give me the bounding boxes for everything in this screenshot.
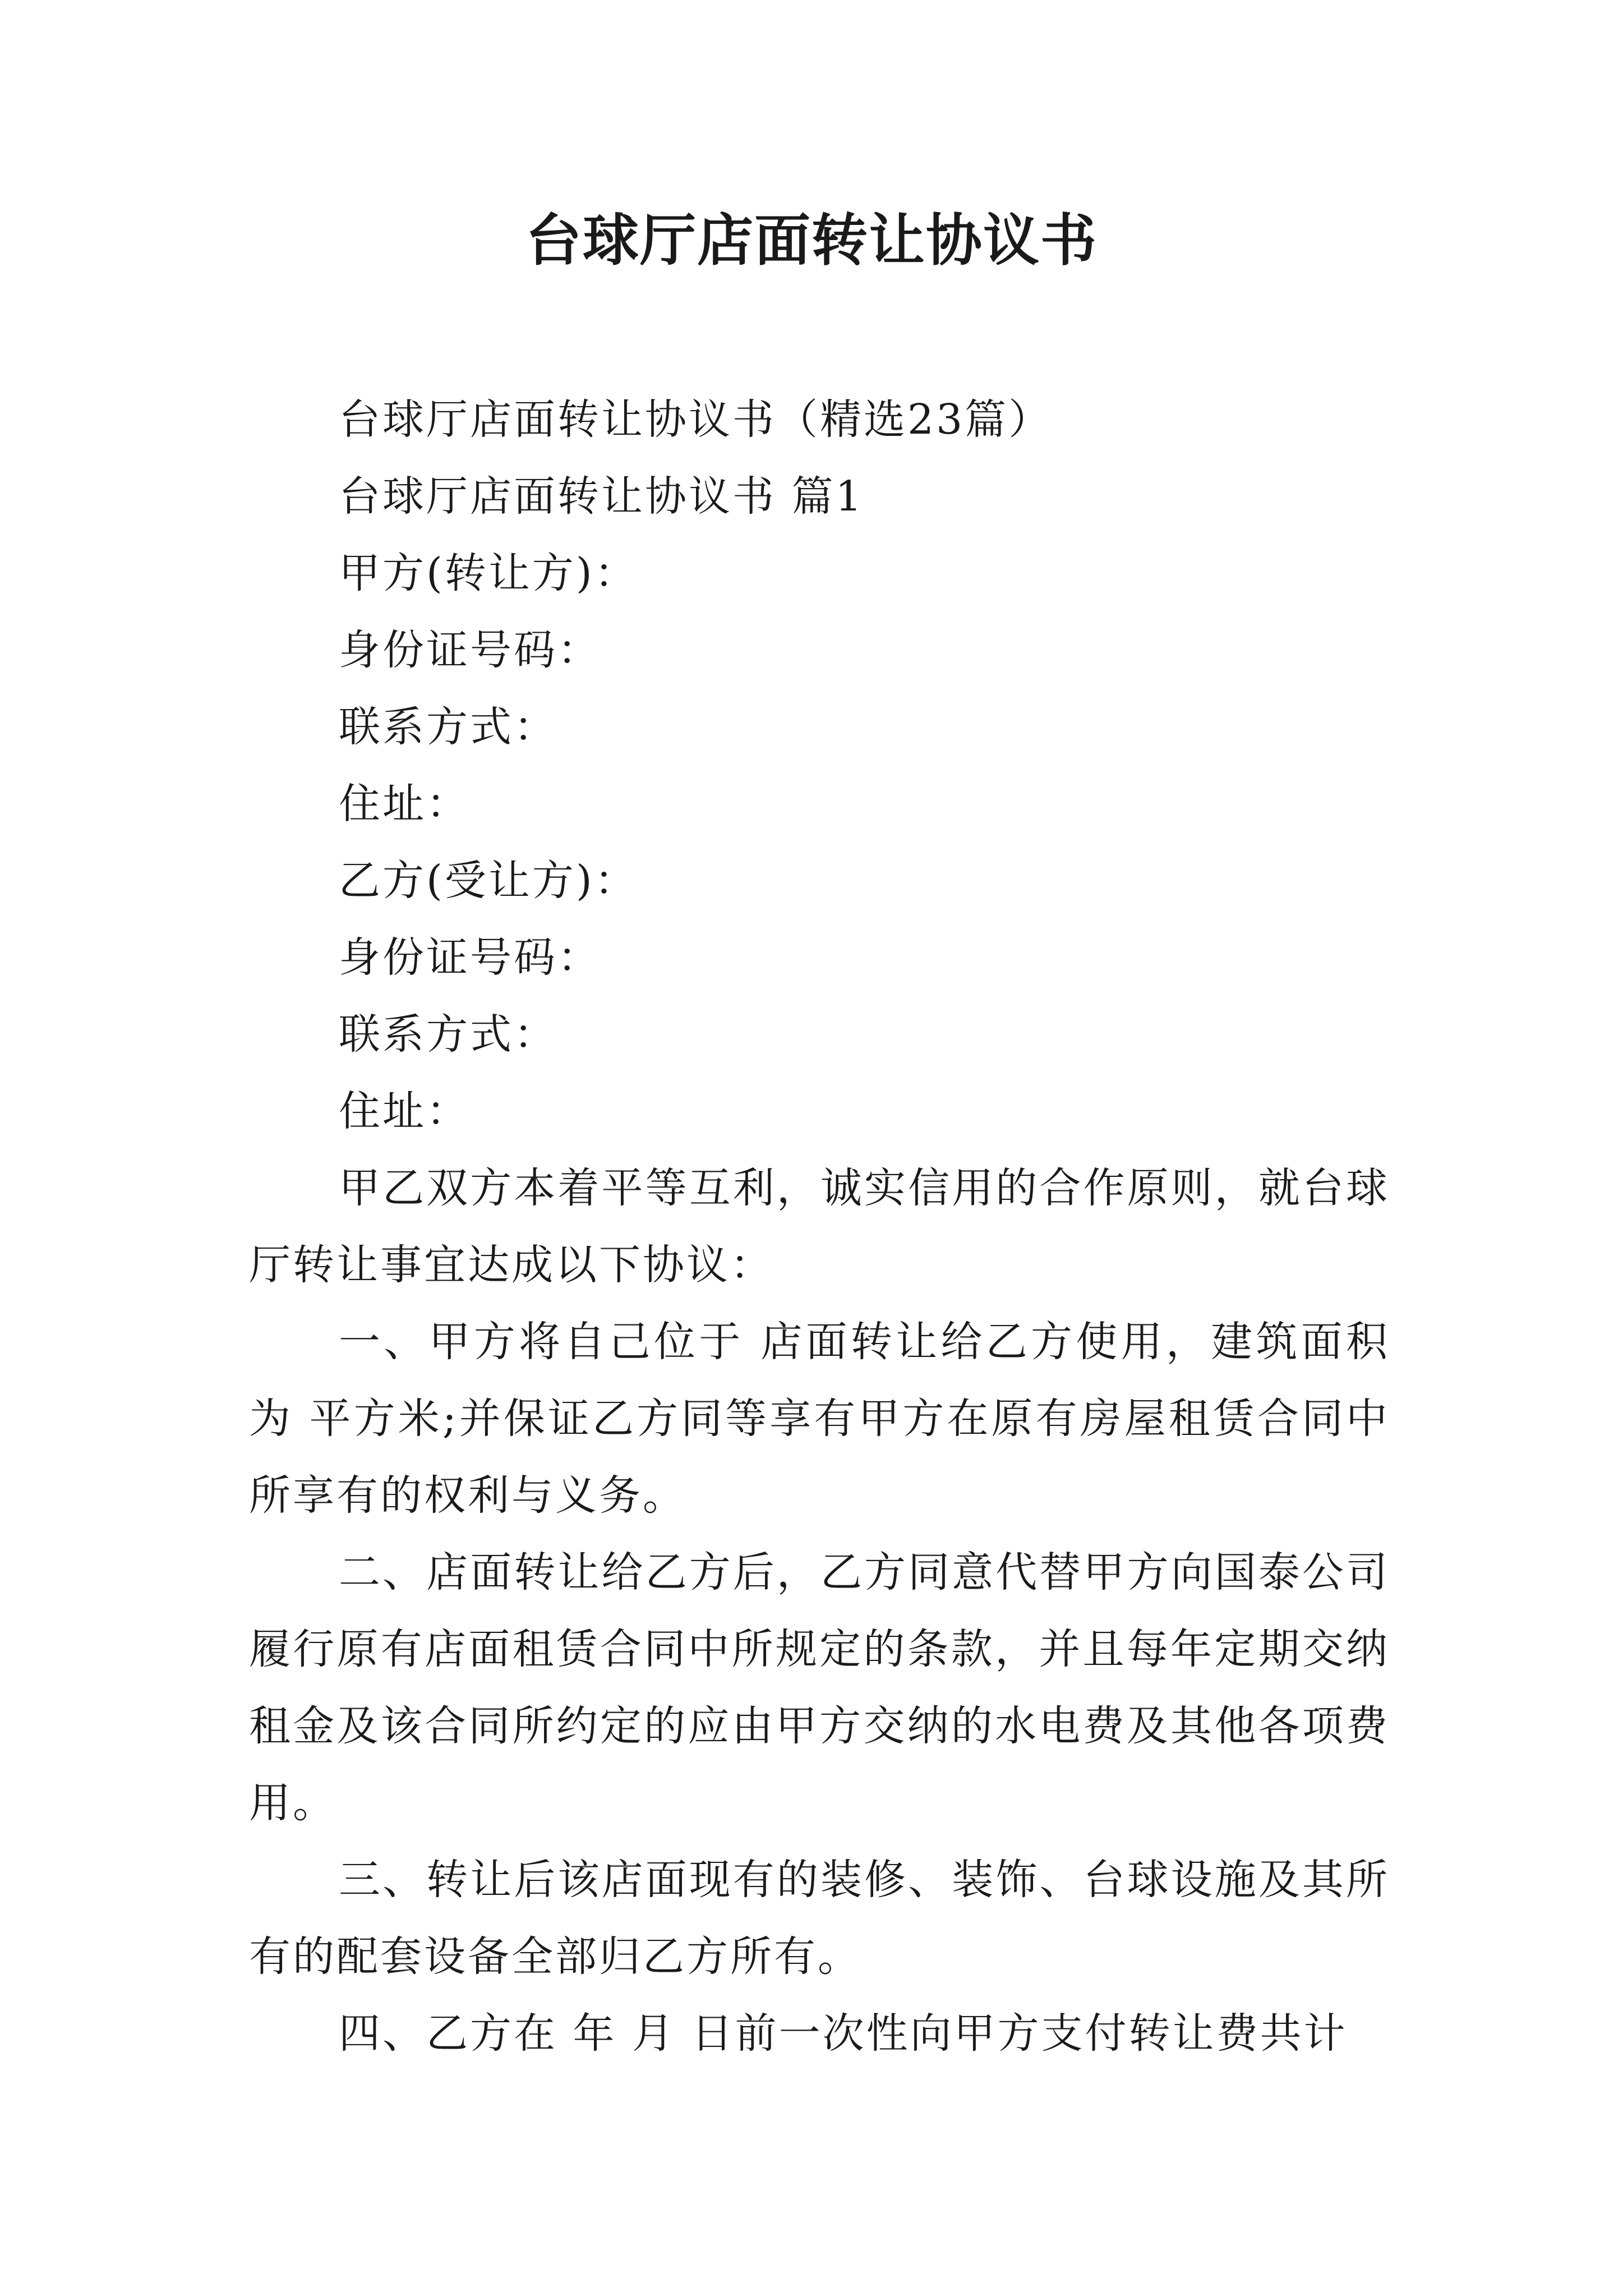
subtitle-line: 台球厅店面转让协议书（精选23篇）	[339, 395, 1053, 444]
party-a-label: 甲方(转让方)：	[339, 549, 638, 597]
document-body	[249, 381, 1390, 2072]
intro-paragraph: 甲乙双方本着平等互利，诚实信用的合作原则，就台球厅转让事宜达成以下协议：	[249, 1164, 1390, 1289]
clause-3-paragraph: 三、转让后该店面现有的装修、装饰、台球设施及其所有的配套设备全部归乙方所有。	[249, 1856, 1390, 1981]
clause-4-paragraph: 四、乙方在 年 月 日前一次性向甲方支付转让费共计	[339, 2009, 1348, 2058]
party-a-address-label: 住址：	[339, 780, 470, 828]
party-b-id-label: 身份证号码：	[339, 933, 601, 982]
party-b-contact-label: 联系方式：	[339, 1010, 557, 1059]
clause-2-paragraph: 二、店面转让给乙方后，乙方同意代替甲方向国泰公司履行原有店面租赁合同中所规定的条款，并且每年定期交纳租金及该合同所约定的应由甲方交纳的水电费及其他各项费用。	[249, 1548, 1390, 1827]
party-a-id-label: 身份证号码：	[339, 626, 601, 674]
party-b-label: 乙方(受让方)：	[339, 857, 638, 905]
section-heading: 台球厅店面转让协议书 篇1	[339, 472, 864, 521]
document-title: 台球厅店面转让协议书	[525, 207, 1098, 273]
clause-1-paragraph: 一、甲方将自己位于 店面转让给乙方使用，建筑面积为 平方米;并保证乙方同等享有甲方在原有房屋租赁合同中所享有的权利与义务。	[249, 1318, 1390, 1520]
party-a-contact-label: 联系方式：	[339, 703, 557, 751]
party-b-address-label: 住址：	[339, 1087, 470, 1135]
